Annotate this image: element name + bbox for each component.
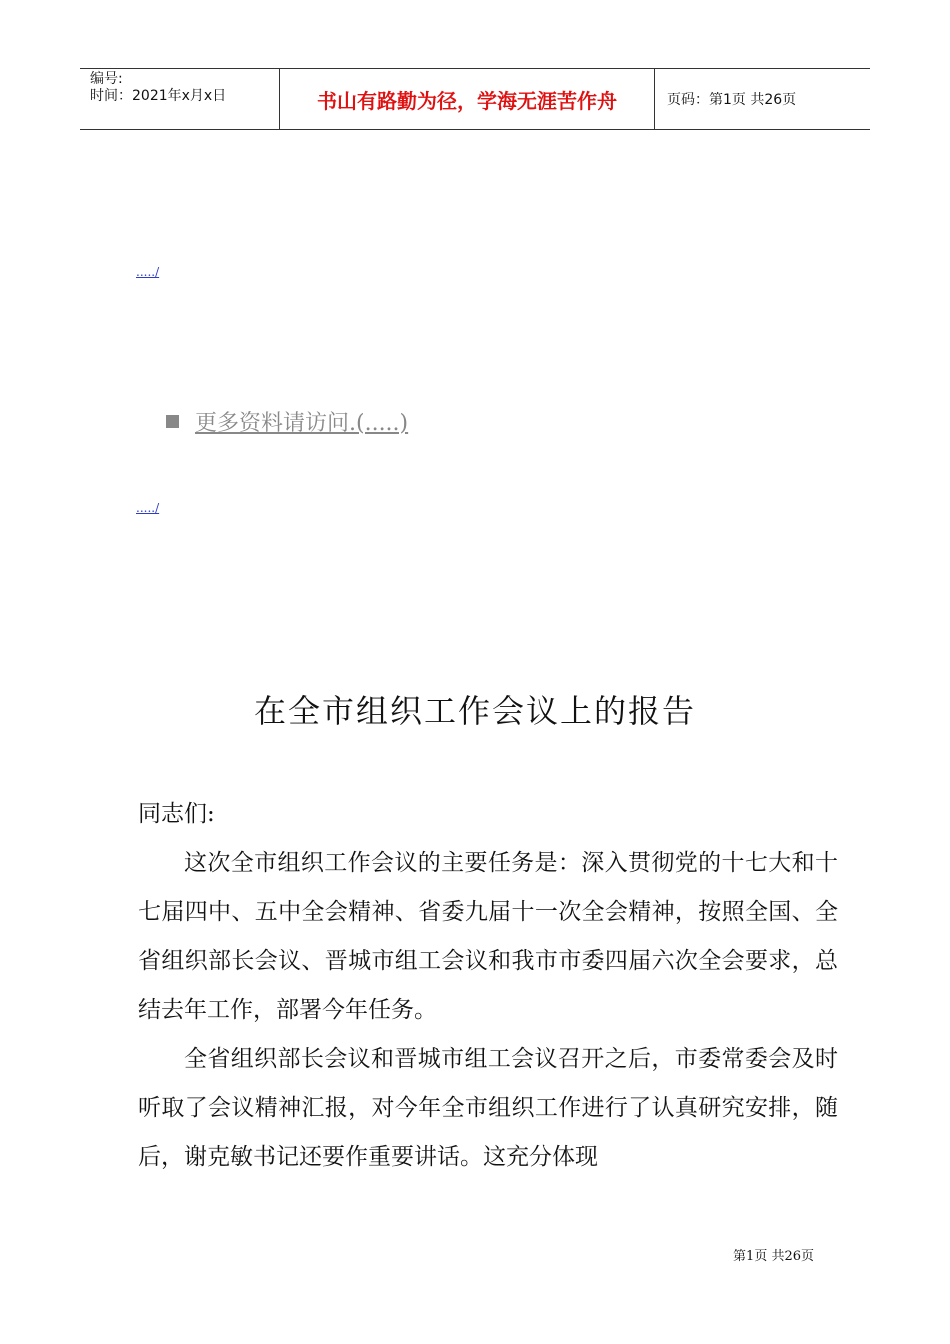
- footer-page-label: 第1页 共26页: [733, 1249, 814, 1264]
- header-page-label: 页码：第1页 共26页: [667, 92, 797, 108]
- header-info-cell: [80, 69, 280, 129]
- header-motto: 书山有路勤为径，学海无涯苦作舟: [280, 69, 655, 129]
- link-top[interactable]: ...../: [136, 265, 160, 279]
- document-title: 在全市组织工作会议上的报告: [253, 692, 696, 730]
- time-label: 时间：2021年x月x日: [90, 88, 227, 104]
- document-body: [138, 790, 838, 1182]
- square-bullet-icon: [166, 415, 179, 428]
- header-table: [80, 68, 870, 130]
- paragraph-1: 这次全市组织工作会议的主要任务是：深入贯彻党的十七大和十七届四中、五中全会精神、省委九届十一次全会精神，按照全国、全省组织部长会议、晋城市组工会议和我市市委四届六次全会要求，总结去年工作，部署今年任务。: [138, 850, 838, 1023]
- paragraph-2: 全省组织部长会议和晋城市组工会议召开之后，市委常委会及时听取了会议精神汇报，对今年全市组织工作进行了认真研究安排，随后，谢克敏书记还要作重要讲话。这充分体现: [138, 1046, 838, 1170]
- number-label: 编号:: [90, 71, 123, 87]
- link-bottom[interactable]: ...../: [136, 501, 160, 515]
- more-info-link[interactable]: 更多资料请访问.(.....): [195, 411, 409, 436]
- more-info-line: [166, 406, 408, 437]
- salutation: 同志们:: [138, 801, 215, 827]
